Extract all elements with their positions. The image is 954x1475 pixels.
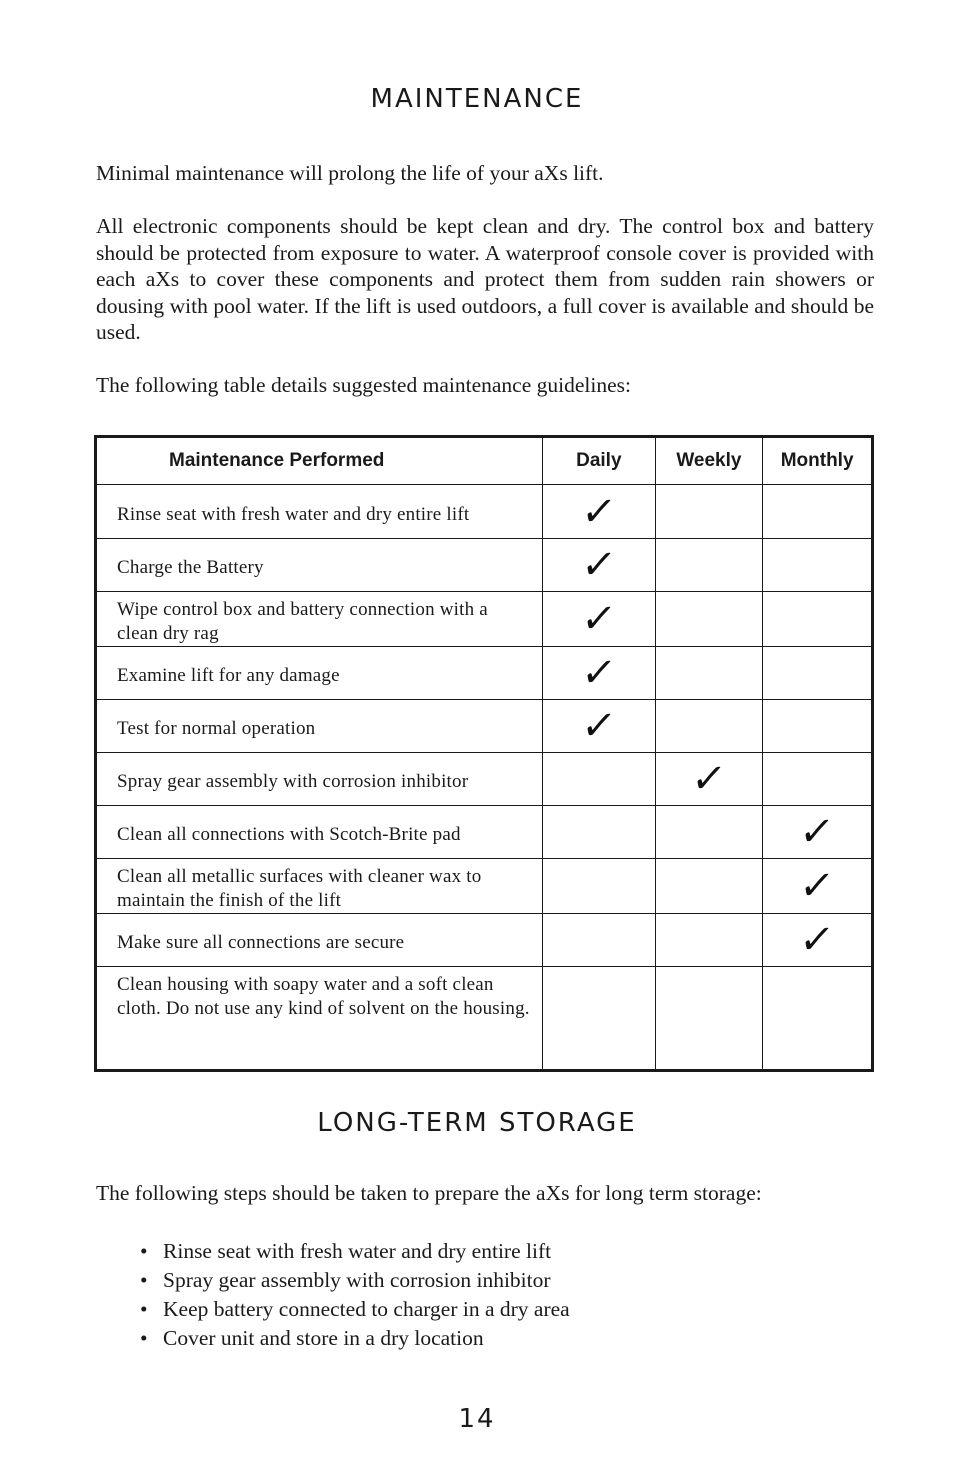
maintenance-table [94, 435, 874, 1072]
task-cell: Wipe control box and battery connection with a clean dry rag [96, 592, 543, 647]
check-cell-daily [543, 592, 656, 647]
check-cell-daily [543, 753, 656, 806]
task-cell: Clean all connections with Scotch-Brite pad [96, 806, 543, 859]
table-row [96, 859, 873, 914]
table-body [96, 485, 873, 1071]
check-cell-daily [543, 914, 656, 967]
bullet-icon: • [140, 1268, 148, 1292]
maintenance-paragraph: All electronic components should be kept clean and dry. The control box and battery should be protected from exposure to water. A waterproof console cover is provided with each aXs to cover these components and protect them from sudden rain showers or dousing with pool water. If the lift is used outdoors, a full cover is available and should be used. [96, 214, 874, 344]
header-daily: Daily [543, 437, 656, 485]
header-monthly: Monthly [763, 437, 873, 485]
table-row [96, 806, 873, 859]
checkmark-icon: ✓ [797, 917, 838, 963]
task-cell: Clean housing with soapy water and a soft clean cloth. Do not use any kind of solvent on the housing. [96, 967, 543, 1071]
checkmark-icon: ✓ [578, 703, 619, 749]
checkmark-icon: ✓ [578, 488, 619, 535]
check-cell-monthly [763, 700, 873, 753]
bullet-icon: • [140, 1326, 148, 1350]
check-cell-weekly [655, 806, 763, 859]
checkmark-icon: ✓ [688, 756, 729, 802]
page-number: 14 [458, 1404, 496, 1434]
task-cell: Spray gear assembly with corrosion inhibitor [96, 753, 543, 806]
check-cell-daily [543, 485, 656, 539]
table-row [96, 539, 873, 592]
list-item [140, 1237, 570, 1266]
storage-heading: LONG-TERM STORAGE [317, 1108, 637, 1138]
table-row [96, 753, 873, 806]
check-cell-weekly [655, 700, 763, 753]
table-row [96, 647, 873, 700]
check-cell-daily [543, 806, 656, 859]
list-item [140, 1266, 570, 1295]
check-cell-monthly [763, 647, 873, 700]
storage-intro: The following steps should be taken to prepare the aXs for long term storage: [96, 1181, 762, 1205]
task-cell: Charge the Battery [96, 539, 543, 592]
check-cell-weekly [655, 485, 763, 539]
header-weekly: Weekly [655, 437, 763, 485]
bullet-icon: • [140, 1297, 148, 1321]
checkmark-icon: ✓ [578, 542, 619, 588]
check-cell-weekly [655, 753, 763, 806]
check-cell-monthly [763, 914, 873, 967]
table-intro: The following table details suggested maintenance guidelines: [96, 373, 631, 397]
check-cell-monthly [763, 592, 873, 647]
check-cell-daily [543, 647, 656, 700]
check-cell-daily [543, 859, 656, 914]
task-cell: Test for normal operation [96, 700, 543, 753]
list-item [140, 1324, 570, 1353]
check-cell-weekly [655, 914, 763, 967]
check-cell-monthly [763, 806, 873, 859]
check-cell-monthly [763, 539, 873, 592]
check-cell-weekly [655, 592, 763, 647]
maintenance-heading: MAINTENANCE [370, 84, 584, 114]
check-cell-monthly [763, 753, 873, 806]
check-cell-daily [543, 700, 656, 753]
table-row [96, 485, 873, 539]
header-maintenance-performed: Maintenance Performed [96, 437, 543, 485]
check-cell-monthly [763, 485, 873, 539]
task-cell: Rinse seat with fresh water and dry entire lift [96, 485, 543, 539]
checkmark-icon: ✓ [797, 809, 838, 855]
check-cell-monthly [763, 967, 873, 1071]
task-cell: Clean all metallic surfaces with cleaner wax to maintain the finish of the lift [96, 859, 543, 914]
checkmark-icon: ✓ [578, 596, 619, 642]
checkmark-icon: ✓ [797, 863, 838, 909]
table-row [96, 914, 873, 967]
bullet-icon: • [140, 1239, 148, 1263]
table-row [96, 700, 873, 753]
check-cell-weekly [655, 647, 763, 700]
list-item-text: Cover unit and store in a dry location [163, 1326, 484, 1350]
storage-list [140, 1237, 570, 1353]
task-cell: Examine lift for any damage [96, 647, 543, 700]
check-cell-daily [543, 967, 656, 1071]
check-cell-daily [543, 539, 656, 592]
maintenance-intro: Minimal maintenance will prolong the life of your aXs lift. [96, 161, 604, 185]
list-item-text: Spray gear assembly with corrosion inhibitor [163, 1268, 551, 1292]
task-cell: Make sure all connections are secure [96, 914, 543, 967]
checkmark-icon: ✓ [578, 650, 619, 696]
check-cell-weekly [655, 859, 763, 914]
check-cell-weekly [655, 967, 763, 1071]
list-item-text: Keep battery connected to charger in a dry area [163, 1297, 570, 1321]
table-row [96, 592, 873, 647]
check-cell-monthly [763, 859, 873, 914]
table-header-row [96, 437, 873, 485]
check-cell-weekly [655, 539, 763, 592]
list-item-text: Rinse seat with fresh water and dry entire lift [163, 1239, 552, 1263]
list-item [140, 1295, 570, 1324]
table-row [96, 967, 873, 1071]
